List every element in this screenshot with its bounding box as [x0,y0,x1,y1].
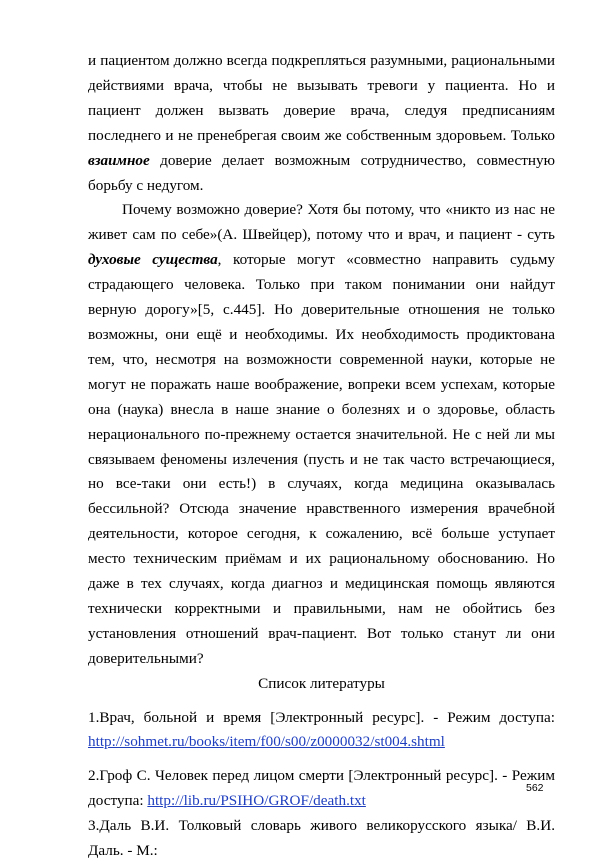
reference-3-text: 3.Даль В.И. Толковый словарь живого великорусского языка/ В.И. Даль. - М.: [88,817,555,860]
references-title: Список литературы [258,674,385,692]
reference-item-3 [88,814,555,864]
p1-text-end: доверие делает возможным сотрудничество, совместную борьбу с недугом. [88,151,555,194]
page-content [88,49,555,864]
paragraph-1 [88,49,555,198]
p2-text-end: , которые могут «совместно направить судьму страдающего человека. Только при таком понимании они найдут верную дорогу»[5, с.445]. Но доверительные отношения не только возможны, они ещё и необходимы. Их необходимость продиктована тем, что, несмотря на возможности современной науки, которые не могут не поражать наше воображение, вопреки всем успехам, которые она (наука) внесла в наше знание о болезнях и о здоровье, область нерационального по-прежнему остается значительной. Не с ней ли мы связываем феномены излечения (пусть и не так часто встречающиеся, но все-таки они есть!) в случаях, когда медицина оказывалась бессильной? Отсюда значение нравственного измерения врачебной деятельности, которое сегодня, к сожалению, всё больше уступает место техническим приёмам и их рациональному обоснованию. Но даже в тех случаях, когда диагноз и медицинская помощь являются технически корректными и правильными, нам не обойтись без установления отношений врач-пациент. Вот только станут ли они доверительными? [88,251,555,667]
p1-text-start: и пациентом должно всегда подкрепляться разумными, рациональными действиями врача, чтобы не вызывать тревоги у пациента. Но и пациент должен вызвать доверие врача, следуя предписаниям последнего и не пренебрегая своим же собственным здоровьем. Только [88,52,555,144]
reference-item-2 [88,764,555,814]
reference-1-link[interactable]: http://sohmet.ru/books/item/f00/s00/z0000032/st004.shtml [88,733,445,751]
paragraph-2 [88,198,555,671]
reference-2-link[interactable]: http://lib.ru/PSIHO/GROF/death.txt [147,792,366,810]
reference-1-text: 1.Врач, больной и время [Электронный ресурс]. - Режим доступа: [88,708,555,726]
p1-emphasis: взаимное [88,151,150,169]
page-number: 562 [526,782,544,794]
p2-text-start: Почему возможно доверие? Хотя бы потому, что «никто из нас не живет сам по себе»(А. Швейцер), потому что и врач, и пациент - суть [88,201,555,244]
reference-2-text: 2.Гроф С. Человек перед лицом смерти [Электронный ресурс]. - Режим доступа: [88,767,555,810]
p2-emphasis: духовые существа [88,251,218,269]
reference-item-1 [88,706,555,756]
